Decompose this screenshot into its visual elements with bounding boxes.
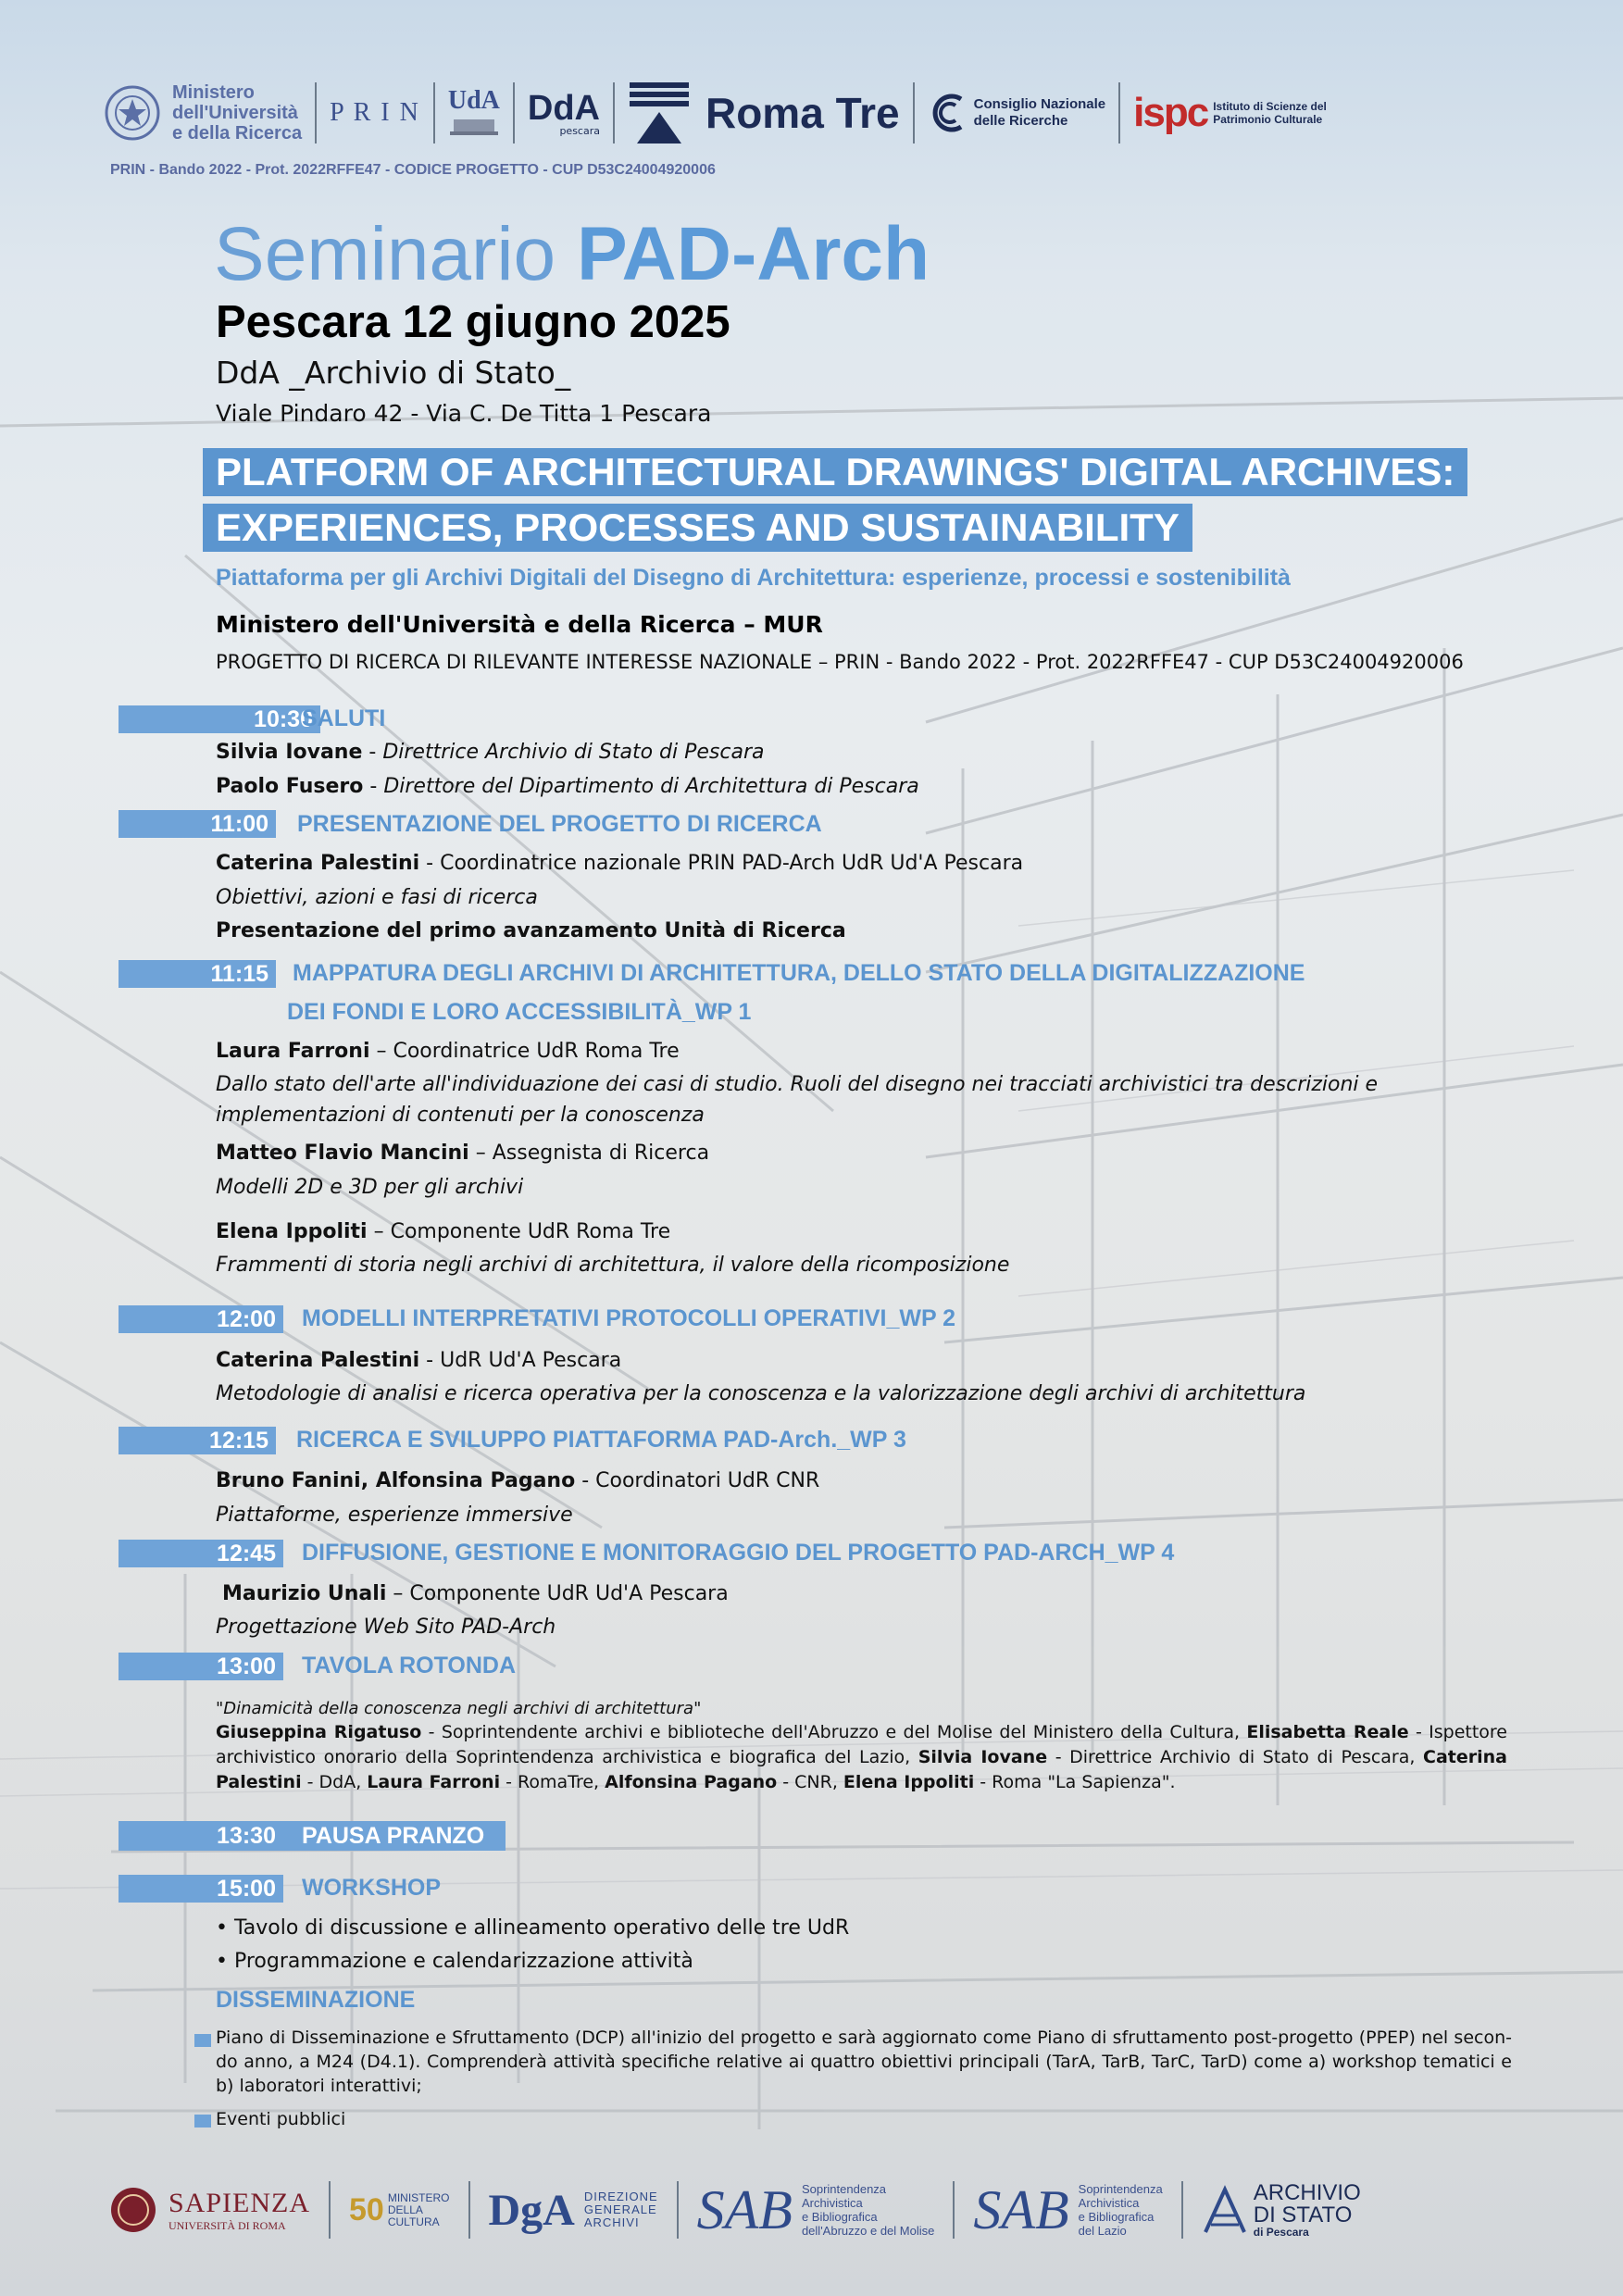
speaker-line: Paolo Fusero - Direttore del Dipartimento di Architettura di Pescara [216,775,919,798]
archivio-stato-logo: ARCHIVIO DI STATO di Pescara [1202,2182,1361,2238]
english-title-banner-line2: EXPERIENCES, PROCESSES AND SUSTAINABILITY [203,504,1192,552]
event-venue: DdA _Archivio di Stato_ [216,355,571,391]
logo-divider [613,82,615,144]
section-title-presentazione: PRESENTAZIONE DEL PROGETTO DI RICERCA [297,811,822,837]
logo-divider [513,82,515,144]
round-table-quote: "Dinamicità della conoscenza negli archivi di architettura" [216,1699,702,1718]
time-badge-1500: 15:00 [119,1875,283,1903]
logo-divider [433,82,435,144]
talk-title: implementazioni di contenuti per la conoscenza [216,1104,705,1127]
bullet-square-icon [194,2034,211,2047]
cnr-mark-icon [928,92,970,134]
logo-divider [315,82,317,144]
partner-logos-bottom [109,2177,1361,2242]
section-title-modelli: MODELLI INTERPRETATIVI PROTOCOLLI OPERATIVI_WP 2 [302,1305,956,1331]
workshop-bullet: • Tavolo di discussione e allineamento operativo delle tre UdR [216,1916,850,1940]
time-badge-1030: 10:30 [119,705,320,733]
talk-title: Presentazione del primo avanzamento Unità di Ricerca [216,919,846,942]
speaker-line: Laura Farroni – Coordinatrice UdR Roma Tre [216,1040,680,1063]
speaker-line: Matteo Flavio Mancini – Assegnista di Ricerca [216,1142,710,1165]
sapienza-seal-icon [109,2183,157,2237]
workshop-bullet: • Programmazione e calendarizzazione attività [216,1950,693,1973]
sab-lazio-logo: SAB Soprintendenza Archivistica e Bibliografica del Lazio [973,2178,1163,2240]
sapienza-logo: SAPIENZA UNIVERSITÀ DI ROMA [109,2183,310,2237]
lunch-break-bar [119,1821,506,1851]
round-table-participants: Giuseppina Rigatuso - Soprintendente archivi e biblioteche dell'Abruzzo e del Molise del Ministero della Cultura, Elisabetta Reale - Ispettore archivistico onorario della Soprintendenza archivistica e biografica del Lazio, Silvia Iovane - Direttrice Archivio di Stato di Pescara, Caterina Palestini - DdA, Laura Farroni - RomaTre, Alfonsina Pagano - CNR, Elena Ippoliti - Roma "La Sapienza". [216,1722,1508,1792]
mic-logo: 50 MINISTERO DELLA CULTURA [349,2190,450,2228]
english-title-banner-line1: PLATFORM OF ARCHITECTURAL DRAWINGS' DIGITAL ARCHIVES: [203,448,1467,496]
uda-logo: UdA [448,86,500,140]
prin-code-line: PRIN - Bando 2022 - Prot. 2022RFFE47 - CODICE PROGETTO - CUP D53C24004920006 [110,162,716,178]
talk-title: Obiettivi, azioni e fasi di ricerca [216,886,538,909]
romatre-logo: Roma Tre [628,81,900,145]
speaker-line: Silvia Iovane - Direttrice Archivio di Stato di Pescara [216,741,765,764]
section-title-tavola-rotonda: TAVOLA ROTONDA [302,1653,517,1678]
logo-divider [468,2181,470,2239]
time-badge-1245: 12:45 [119,1540,283,1567]
partner-logos-top [104,76,1327,150]
ispc-logo: ispc Istituto di Scienze del Patrimonio Culturale [1133,90,1327,135]
page-title [214,211,930,298]
time-badge-1300: 13:00 [119,1653,283,1680]
logo-divider [1118,82,1120,144]
section-title-pausa: PAUSA PRANZO [302,1823,485,1849]
title-light: Seminario [214,212,577,296]
section-title-saluti: SALUTI [302,705,386,731]
section-title-mappatura: MAPPATURA DEGLI ARCHIVI DI ARCHITETTURA, DELLO STATO DELLA DIGITALIZZAZIONE [293,960,1305,986]
logo-divider [329,2181,331,2239]
ministry-line: Ministero dell'Università e della Ricerca – MUR [216,611,823,638]
prin-logo: P R I N [330,98,420,127]
logo-divider [677,2181,679,2239]
logo-divider [953,2181,955,2239]
title-bold: PAD-Arch [576,212,930,296]
dda-logo: DdA pescara [527,88,600,137]
talk-title: Dallo stato dell'arte all'individuazione dei casi di studio. Ruoli del disegno nei tracciati archivistici tra descrizioni e [216,1073,1379,1096]
uda-building-icon [448,116,500,136]
italian-subtitle: Piattaforma per gli Archivi Digitali del Disegno di Architettura: esperienze, processi e sostenibilità [216,565,1291,591]
talk-title: Progettazione Web Sito PAD-Arch [216,1616,556,1639]
romatre-mark-icon [628,81,691,145]
time-badge-1115: 11:15 [119,960,276,988]
republic-emblem-icon [104,84,161,142]
talk-title: Modelli 2D e 3D per gli archivi [216,1176,524,1199]
time-badge-1330: 13:30 [217,1823,276,1849]
logo-divider [913,82,915,144]
section-title-ricerca: RICERCA E SVILUPPO PIATTAFORMA PAD-Arch._WP 3 [296,1427,906,1453]
archivio-stato-mark-icon [1202,2184,1248,2236]
section-title-disseminazione: DISSEMINAZIONE [216,1987,416,2013]
prin-full-line: PROGETTO DI RICERCA DI RILEVANTE INTERESSE NAZIONALE – PRIN - Bando 2022 - Prot. 2022RFFE47 - CUP D53C24004920006 [216,651,1464,673]
bullet-square-icon [194,2115,211,2128]
speaker-line: Caterina Palestini - UdR Ud'A Pescara [216,1349,622,1372]
logo-divider [1181,2181,1183,2239]
mur-logo [104,82,302,144]
section-title-mappatura-2: DEI FONDI E LORO ACCESSIBILITÀ_WP 1 [287,999,752,1025]
section-title-workshop: WORKSHOP [302,1875,441,1901]
talk-title: Frammenti di storia negli archivi di architettura, il valore della ricomposizione [216,1254,1010,1277]
dissemination-events: Eventi pubblici [216,2109,346,2129]
event-address: Viale Pindaro 42 - Via C. De Titta 1 Pescara [216,400,712,427]
speaker-line: Caterina Palestini - Coordinatrice nazionale PRIN PAD-Arch UdR Ud'A Pescara [216,852,1024,875]
talk-title: Piattaforme, esperienze immersive [216,1504,573,1527]
mur-logo-text: Ministero dell'Università e della Ricerca [172,82,303,144]
speaker-line: Maurizio Unali – Componente UdR Ud'A Pescara [222,1582,729,1605]
time-badge-1100: 11:00 [119,810,276,838]
sab-abruzzo-logo: SAB Soprintendenza Archivistica e Bibliografica dell'Abruzzo e del Molise [696,2178,935,2240]
dissemination-plan: Piano di Disseminazione e Sfruttamento (DCP) all'inizio del progetto e sarà aggiornato come Piano di sfruttamento post-progetto (PPEP) nel secon-do anno, a M24 (D4.1). Comprenderà attività specifiche relative ai quattro obiettivi principali (TarA, TarB, TarC, TarD) come a) workshop tematici e b) laboratori interattivi; [216,2028,1512,2096]
time-badge-1215: 12:15 [119,1427,276,1454]
speaker-line: Elena Ippoliti – Componente UdR Roma Tre [216,1220,671,1243]
event-date: Pescara 12 giugno 2025 [216,297,730,347]
section-title-diffusione: DIFFUSIONE, GESTIONE E MONITORAGGIO DEL PROGETTO PAD-ARCH_WP 4 [302,1540,1175,1566]
dga-logo: DgA DIREZIONE GENERALE ARCHIVI [488,2185,658,2235]
speaker-line: Bruno Fanini, Alfonsina Pagano - Coordinatori UdR CNR [216,1469,820,1492]
time-badge-1200: 12:00 [119,1305,283,1333]
cnr-logo: Consiglio Nazionale delle Ricerche [928,92,1106,134]
talk-title: Metodologie di analisi e ricerca operativa per la conoscenza e la valorizzazione degli archivi di architettura [216,1382,1306,1405]
